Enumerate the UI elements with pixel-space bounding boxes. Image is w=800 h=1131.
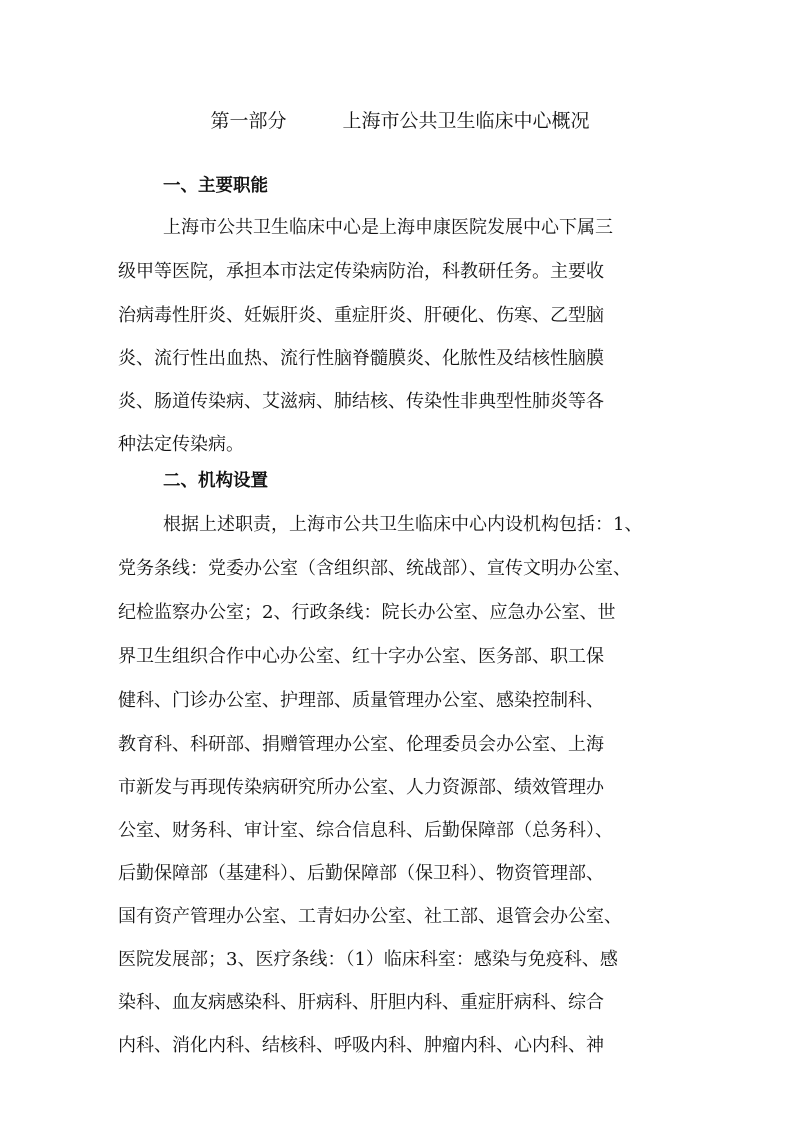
section-1-line: 种法定传染病。 (118, 434, 244, 455)
section-2-line: 健科、门诊办公室、护理部、质量管理办公室、感染控制科、 (118, 690, 604, 711)
section-2-line: 公室、财务科、审计室、综合信息科、后勤保障部（总务科）、 (118, 820, 613, 841)
section-2-line: 国有资产管理办公室、工青妇办公室、社工部、退管会办公室、 (118, 906, 622, 927)
section-1-line: 炎、流行性出血热、流行性脑脊髓膜炎、化脓性及结核性脑膜 (118, 348, 604, 369)
section-1-line: 炎、肠道传染病、艾滋病、肺结核、传染性非典型性肺炎等各 (118, 391, 604, 412)
section-2-line: 教育科、科研部、捐赠管理办公室、伦理委员会办公室、上海 (118, 734, 604, 755)
section-1-line: 治病毒性肝炎、妊娠肝炎、重症肝炎、肝硬化、伤寒、乙型脑 (118, 305, 604, 326)
section-1-line: 级甲等医院，承担本市法定传染病防治，科教研任务。主要收 (118, 261, 604, 282)
section-2-line: 染科、血友病感染科、肝病科、肝胆内科、重症肝病科、综合 (118, 992, 604, 1013)
section-2-line: 内科、消化内科、结核科、呼吸内科、肿瘤内科、心内科、神 (118, 1035, 604, 1056)
section-2-line: 市新发与再现传染病研究所办公室、人力资源部、绩效管理办 (118, 777, 604, 798)
section-2-line: 根据上述职责，上海市公共卫生临床中心内设机构包括：1、 (163, 514, 643, 535)
title-name: 上海市公共卫生临床中心概况 (342, 110, 590, 132)
section-2-heading: 二、机构设置 (163, 471, 268, 491)
section-2-line: 医院发展部；3、医疗条线：（1）临床科室：感染与免疫科、感 (118, 949, 618, 970)
section-2-line: 纪检监察办公室；2、行政条线：院长办公室、应急办公室、世 (118, 602, 616, 623)
title-part: 第一部分 (210, 110, 287, 132)
section-1-heading: 一、主要职能 (163, 176, 268, 196)
section-2-line: 党务条线：党委办公室（含组织部、统战部）、宣传文明办公室、 (118, 558, 631, 579)
section-2-line: 后勤保障部（基建科）、后勤保障部（保卫科）、物资管理部、 (118, 863, 604, 884)
page-title (0, 106, 800, 133)
section-1-line: 上海市公共卫生临床中心是上海申康医院发展中心下属三 (163, 217, 613, 238)
section-2-line: 界卫生组织合作中心办公室、红十字办公室、医务部、职工保 (118, 646, 604, 667)
